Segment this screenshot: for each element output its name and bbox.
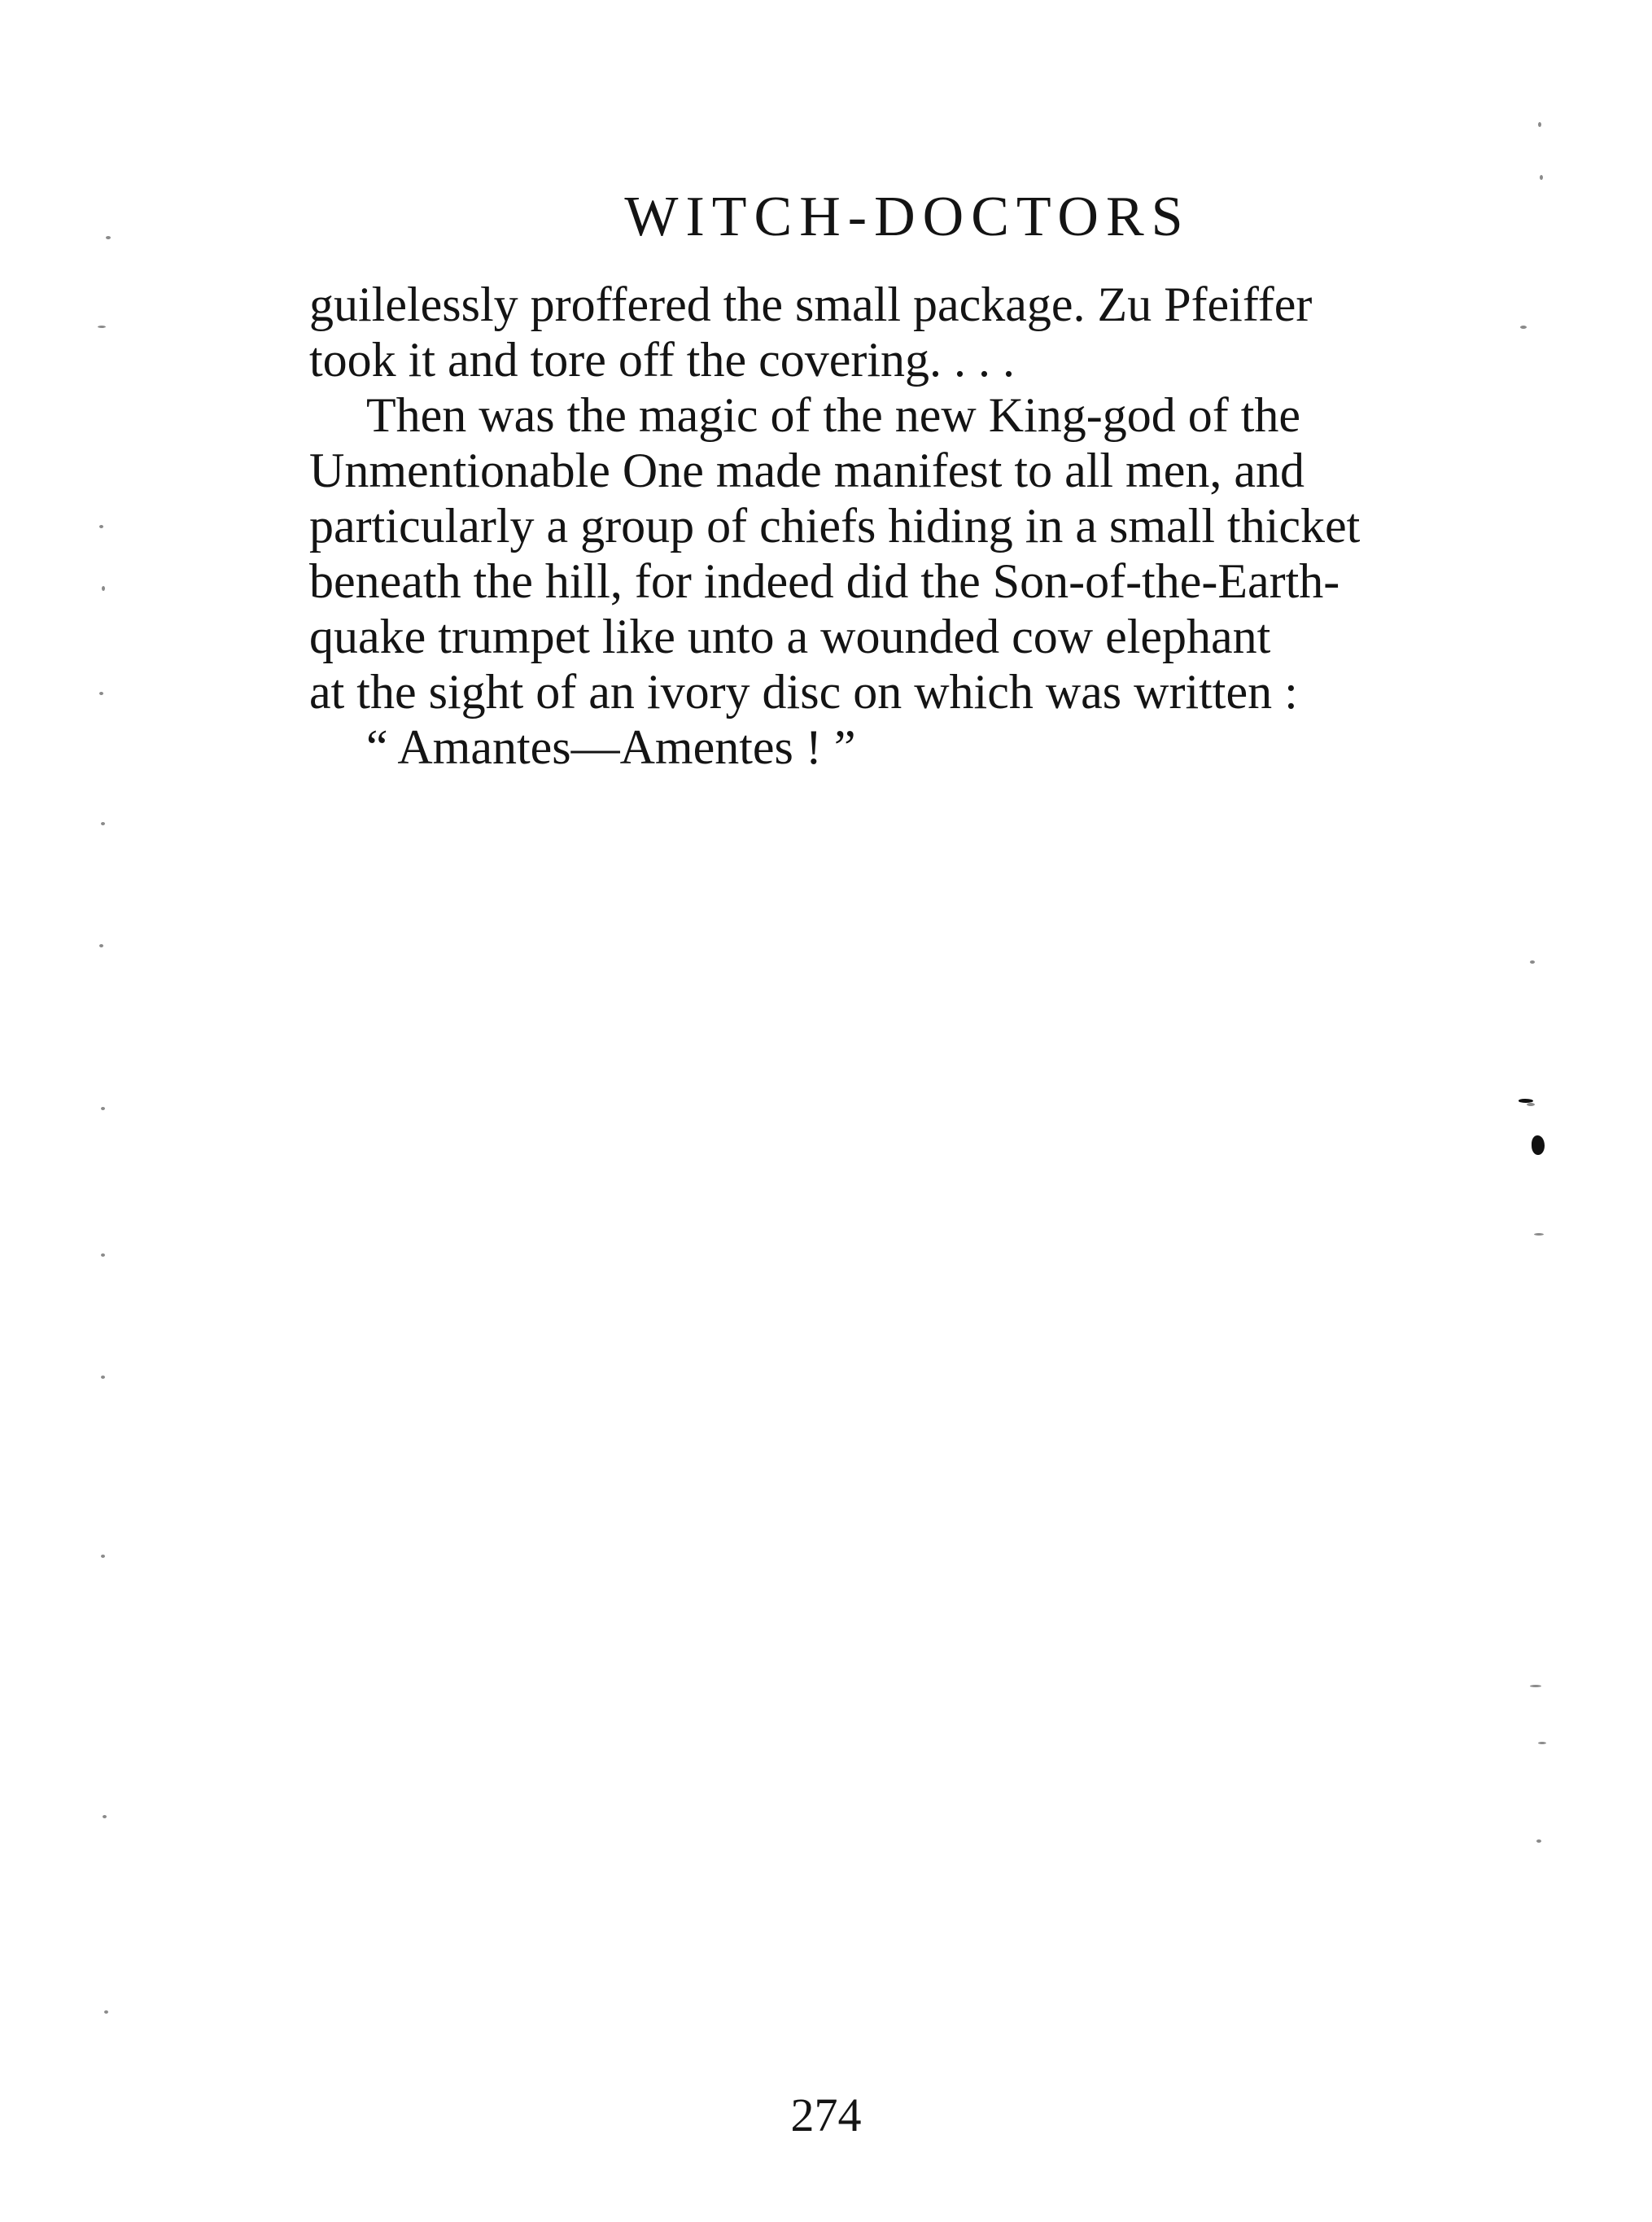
scan-speck <box>101 1376 105 1379</box>
scan-speck <box>1530 1685 1541 1687</box>
scan-speck <box>99 692 103 695</box>
text-line: beneath the hill, for indeed did the Son-of-the-Earth- <box>309 554 1340 608</box>
scan-speck <box>98 326 106 328</box>
scan-speck <box>1527 1103 1535 1106</box>
text-line: Unmentionable One made manifest to all men, and <box>309 444 1305 497</box>
page-number: 274 <box>790 2089 862 2141</box>
scan-speck <box>101 1107 105 1110</box>
scan-speck <box>1536 1839 1541 1843</box>
scan-speck <box>102 586 105 591</box>
scan-speck <box>101 822 105 825</box>
text-line: took it and tore off the covering. . . . <box>309 333 1016 387</box>
running-head: WITCH-DOCTORS <box>624 186 1191 248</box>
ink-blot <box>1532 1135 1545 1155</box>
scan-speck <box>1538 1742 1546 1744</box>
scan-speck <box>99 525 103 528</box>
scan-speck <box>101 1555 105 1558</box>
paragraph <box>309 277 1506 387</box>
text-line: quake trumpet like unto a wounded cow elephant <box>309 610 1271 663</box>
text-line: at the sight of an ivory disc on which was written : <box>309 665 1298 719</box>
text-line: Then was the magic of the new King-god of the <box>366 388 1300 442</box>
body-text <box>309 277 1506 775</box>
scan-speck <box>1520 326 1527 329</box>
scan-speck <box>1534 1233 1544 1236</box>
ink-blot <box>1519 1099 1533 1103</box>
paragraph <box>309 387 1506 720</box>
scan-speck <box>101 1253 105 1257</box>
scan-speck <box>1530 960 1535 964</box>
scan-speck <box>103 1815 107 1818</box>
scan-speck <box>1538 122 1541 127</box>
text-line: particularly a group of chiefs hiding in a small thicket <box>309 499 1361 553</box>
scan-speck <box>106 236 111 239</box>
scan-speck <box>1540 175 1543 180</box>
text-line: “ Amantes—Amentes ! ” <box>366 720 856 774</box>
text-line: guilelessly proffered the small package. Zu Pfeiffer <box>309 278 1313 331</box>
scan-speck <box>99 944 103 947</box>
paragraph <box>309 720 1506 775</box>
scan-speck <box>104 2010 108 2014</box>
